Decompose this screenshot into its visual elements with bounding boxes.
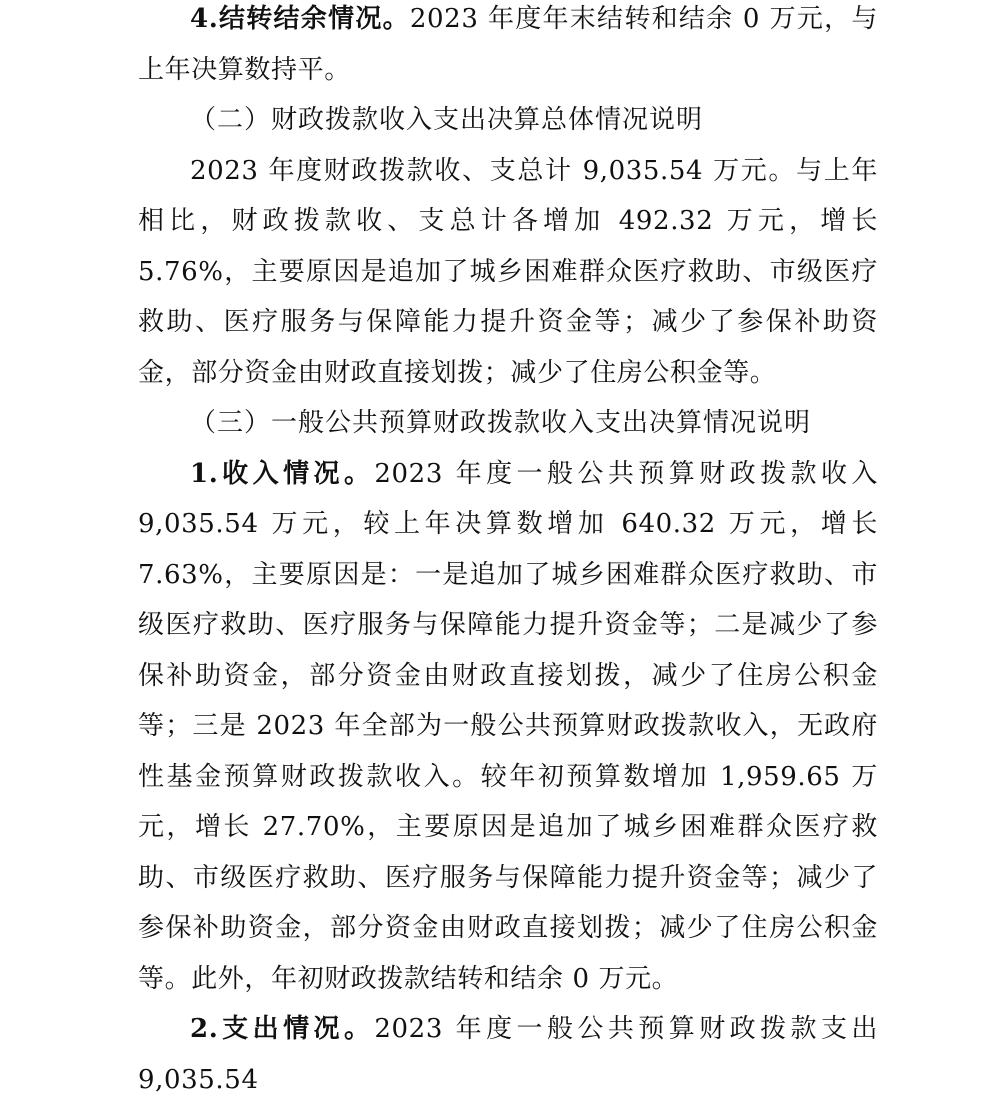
expenditure-text: 2023 年度一般公共预算财政拨款支出 9,035.54 (138, 1014, 878, 1095)
paragraph-carryover-balance (138, 0, 878, 95)
paragraph-revenue (138, 449, 878, 1005)
revenue-heading: 1.收入情况。 (190, 458, 375, 489)
paragraph-fiscal-overview: 2023 年度财政拨款收、支总计 9,035.54 万元。与上年相比，财政拨款收、支总计各增加 492.32 万元，增长 5.76%，主要原因是追加了城乡困难群众医疗救助、市级医疗救助、医疗服务与保障能力提升资金等；减少了参保补助资金，部分资金由财政直接划拨；减少了住房公积金等。 (138, 155, 878, 388)
expenditure-heading: 2.支出情况。 (190, 1014, 375, 1044)
revenue-text: 2023 年度一般公共预算财政拨款收入 9,035.54 万元，较上年决算数增加 640.32 万元，增长 7.63%，主要原因是：一是追加了城乡困难群众医疗救助、市级医疗救助、医疗服务与保障能力提升资金等；二是减少了参保补助资金，部分资金由财政直接划拨，减少了住房公积金等；三是 2023 年全部为一般公共预算财政拨款收入，无政府性基金预算财政拨款收入。较年初预算数增加 1,959.65 万元，增长 27.70%，主要原因是追加了城乡困难群众医疗救助、市级医疗救助、医疗服务与保障能力提升资金等；减少了参保补助资金，部分资金由财政直接划拨；减少了住房公积金等。此外，年初财政拨款结转和结余 0 万元。 (138, 458, 878, 994)
paragraph-expenditure (138, 1004, 878, 1105)
carryover-balance-text: 2023 年度年末结转和结余 0 万元，与上年决算数持平。 (138, 4, 879, 85)
section-heading-3: （三）一般公共预算财政拨款收入支出决算情况说明 (190, 408, 812, 438)
carryover-balance-heading: 4.结转结余情况。 (190, 4, 410, 34)
section-heading-2: （二）财政拨款收入支出决算总体情况说明 (190, 105, 704, 135)
document-page (138, 0, 878, 1105)
